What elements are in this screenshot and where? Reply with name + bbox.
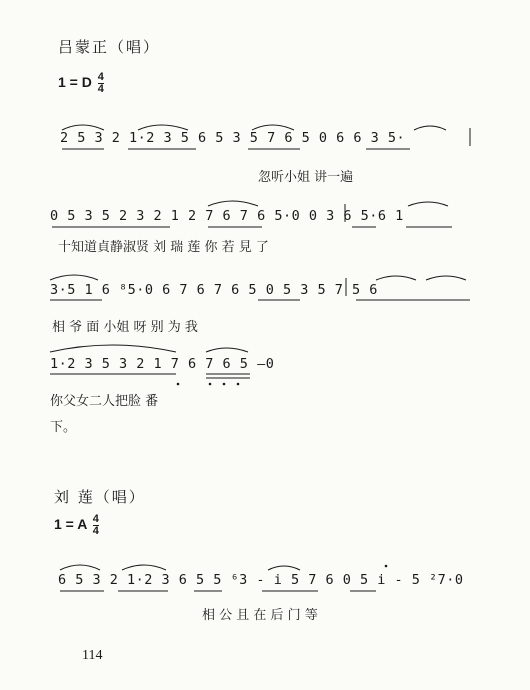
notation-row-3: 3·5 1 6 ⁸5·0 6 7 6 7 6 5 0 5 3 5 7 5 6 xyxy=(50,282,378,298)
slur-mark xyxy=(252,125,294,130)
time-top: 4 xyxy=(92,513,99,525)
lyrics-row-6: 相 公 且 在 后 门 等 xyxy=(202,608,318,623)
slur-mark xyxy=(206,348,248,352)
slur-mark xyxy=(50,345,176,352)
slur-mark xyxy=(268,566,300,570)
low-octave-dot xyxy=(177,383,180,386)
lyrics-row-2: 十知道貞静淑贤 刘 瑞 莲 你 若 見 了 xyxy=(58,240,269,255)
slur-mark xyxy=(50,275,98,280)
slur-mark xyxy=(414,126,446,130)
slur-mark xyxy=(408,202,448,206)
section-title-liu-lian: 刘 莲（唱） xyxy=(54,488,146,506)
section-title-lv-mengzheng: 吕蒙正（唱） xyxy=(58,38,161,56)
notation-row-4: 1·2 3 5 3 2 1 7 6 7 6 5 —0 xyxy=(50,356,275,372)
slur-mark xyxy=(138,125,188,130)
slur-mark xyxy=(426,276,466,280)
notation-row-6: 6 5 3 2 1·2 3 6 5 5 ⁶3 - i 5 7 6 0 5 i - 5 ²7·0 xyxy=(58,572,464,588)
key-text: 1 = D xyxy=(58,74,92,91)
slur-mark xyxy=(376,276,416,280)
low-octave-dot xyxy=(209,383,212,386)
high-octave-dot xyxy=(385,565,388,568)
time-top: 4 xyxy=(97,71,104,83)
lyrics-row-3: 相 爷 面 小姐 呀 别 为 我 xyxy=(52,320,198,335)
slur-mark xyxy=(62,125,104,130)
time-bottom: 4 xyxy=(97,83,104,95)
low-octave-dot xyxy=(237,383,240,386)
key-text: 1 = A xyxy=(54,516,87,533)
notation-row-1: 2 5 3 2 1·2 3 5 6 5 3 5 7 6 5 0 6 6 3 5· xyxy=(60,130,406,146)
lyrics-row-5: 下。 xyxy=(50,420,77,435)
lyrics-row-4: 你父女二人把脸 番 xyxy=(50,394,159,409)
low-octave-dot xyxy=(223,383,226,386)
lyrics-row-1: 忽听小姐 讲一遍 xyxy=(258,170,354,185)
notation-row-2: 0 5 3 5 2 3 2 1 2 7 6 7 6 5·0 0 3 6 5·6 1 xyxy=(50,208,404,224)
slur-mark xyxy=(208,201,258,206)
page-number: 114 xyxy=(82,648,103,663)
slur-mark xyxy=(60,565,100,570)
slur-mark xyxy=(122,565,166,570)
time-bottom: 4 xyxy=(92,525,99,537)
